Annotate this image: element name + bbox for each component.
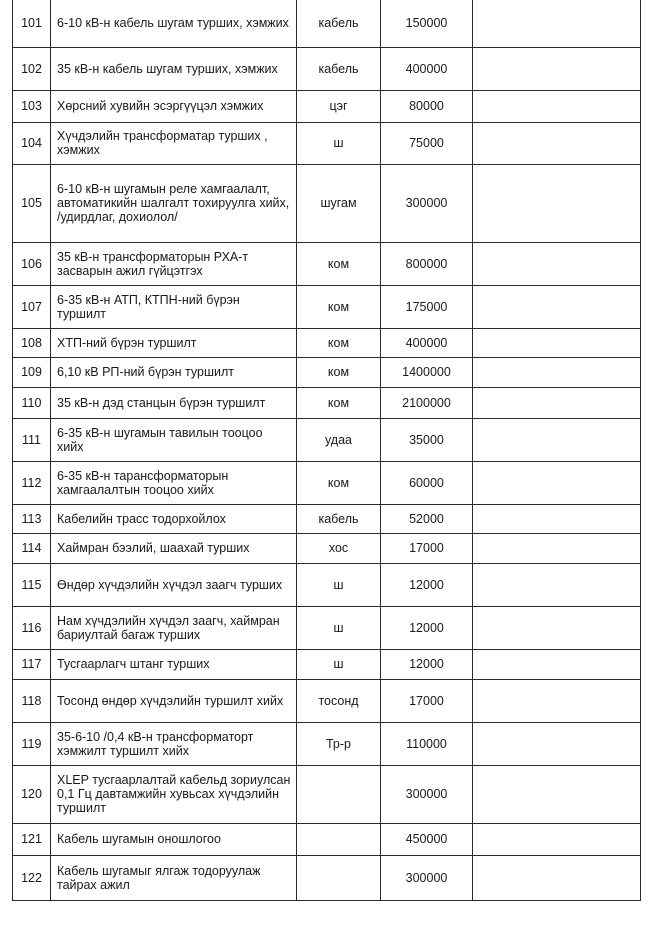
table-row	[13, 855, 641, 900]
empty-cell	[473, 164, 641, 242]
row-number-cell: 105	[13, 164, 51, 242]
table-row	[13, 765, 641, 823]
table-row	[13, 0, 641, 47]
unit-cell: ком	[297, 357, 381, 387]
row-number-cell: 120	[13, 765, 51, 823]
empty-cell	[473, 0, 641, 47]
empty-cell	[473, 533, 641, 563]
empty-cell	[473, 328, 641, 357]
unit-cell	[297, 823, 381, 855]
row-number-cell: 101	[13, 0, 51, 47]
row-number-cell: 110	[13, 387, 51, 418]
work-description-cell: 35 кВ-н трансформаторын РХА-т засварын ажил гүйцэтгэх	[51, 242, 297, 285]
table-row	[13, 418, 641, 461]
unit-cell: цэг	[297, 90, 381, 122]
work-description-cell: Кабель шугамыг ялгаж тодоруулаж тайрах ажил	[51, 855, 297, 900]
row-number-cell: 102	[13, 47, 51, 90]
row-number-cell: 104	[13, 122, 51, 164]
table-row	[13, 328, 641, 357]
work-description-cell: 6,10 кВ РП-ний бүрэн туршилт	[51, 357, 297, 387]
empty-cell	[473, 418, 641, 461]
work-description-cell: 6-35 кВ-н АТП, КТПН-ний бүрэн туршилт	[51, 285, 297, 328]
table-row	[13, 823, 641, 855]
table-row	[13, 357, 641, 387]
work-description-cell: Өндөр хүчдэлийн хүчдэл заагч турших	[51, 563, 297, 606]
price-cell: 12000	[381, 563, 473, 606]
unit-cell: ком	[297, 242, 381, 285]
empty-cell	[473, 285, 641, 328]
price-cell: 175000	[381, 285, 473, 328]
empty-cell	[473, 649, 641, 679]
table-row	[13, 563, 641, 606]
price-cell: 2100000	[381, 387, 473, 418]
price-cell: 450000	[381, 823, 473, 855]
unit-cell: кабель	[297, 47, 381, 90]
empty-cell	[473, 679, 641, 722]
work-description-cell: 6-10 кВ-н шугамын реле хамгаалалт, автоматикийн шалгалт тохируулга хийх, /удирдлаг, дохиолол/	[51, 164, 297, 242]
price-cell: 150000	[381, 0, 473, 47]
price-cell: 80000	[381, 90, 473, 122]
empty-cell	[473, 855, 641, 900]
row-number-cell: 108	[13, 328, 51, 357]
unit-cell: ком	[297, 461, 381, 504]
unit-cell: тосонд	[297, 679, 381, 722]
empty-cell	[473, 504, 641, 533]
price-cell: 1400000	[381, 357, 473, 387]
empty-cell	[473, 90, 641, 122]
table-row	[13, 533, 641, 563]
work-description-cell: 6-35 кВ-н таранcформаторын хамгаалалтын тооцоо хийх	[51, 461, 297, 504]
row-number-cell: 109	[13, 357, 51, 387]
empty-cell	[473, 122, 641, 164]
price-cell: 35000	[381, 418, 473, 461]
table-row	[13, 47, 641, 90]
unit-cell: ш	[297, 563, 381, 606]
work-description-cell: Тосонд өндөр хүчдэлийн туршилт хийх	[51, 679, 297, 722]
empty-cell	[473, 47, 641, 90]
row-number-cell: 106	[13, 242, 51, 285]
unit-cell: ком	[297, 328, 381, 357]
empty-cell	[473, 606, 641, 649]
work-description-cell: Кабелийн трасс тодорхойлох	[51, 504, 297, 533]
price-cell: 400000	[381, 328, 473, 357]
row-number-cell: 121	[13, 823, 51, 855]
row-number-cell: 113	[13, 504, 51, 533]
work-description-cell: Хүчдэлийн трансформатар турших , хэмжих	[51, 122, 297, 164]
table-row	[13, 504, 641, 533]
row-number-cell: 111	[13, 418, 51, 461]
price-table-container	[12, 0, 640, 901]
work-description-cell: Нам хүчдэлийн хүчдэл заагч, хаймран бариултай багаж турших	[51, 606, 297, 649]
price-cell: 300000	[381, 164, 473, 242]
work-description-cell: Хөрсний хувийн эсэргүүцэл хэмжих	[51, 90, 297, 122]
work-description-cell: 6-10 кВ-н кабель шугам турших, хэмжих	[51, 0, 297, 47]
price-cell: 17000	[381, 679, 473, 722]
row-number-cell: 107	[13, 285, 51, 328]
work-description-cell: 35 кВ-н кабель шугам турших, хэмжих	[51, 47, 297, 90]
table-row	[13, 606, 641, 649]
empty-cell	[473, 242, 641, 285]
unit-cell: хос	[297, 533, 381, 563]
empty-cell	[473, 823, 641, 855]
table-row	[13, 285, 641, 328]
work-description-cell: Хаймран бээлий, шаахай турших	[51, 533, 297, 563]
work-description-cell: 35 кВ-н дэд станцын бүрэн туршилт	[51, 387, 297, 418]
table-row	[13, 164, 641, 242]
row-number-cell: 122	[13, 855, 51, 900]
unit-cell: ш	[297, 606, 381, 649]
unit-cell: ш	[297, 649, 381, 679]
table-row	[13, 461, 641, 504]
price-cell: 300000	[381, 765, 473, 823]
table-row	[13, 649, 641, 679]
price-table	[12, 0, 641, 901]
row-number-cell: 114	[13, 533, 51, 563]
price-cell: 800000	[381, 242, 473, 285]
work-description-cell: 6-35 кВ-н шугамын тавилын тооцоо хийх	[51, 418, 297, 461]
row-number-cell: 117	[13, 649, 51, 679]
unit-cell: Тр-р	[297, 722, 381, 765]
unit-cell	[297, 855, 381, 900]
empty-cell	[473, 357, 641, 387]
work-description-cell: ХТП-ний бүрэн туршилт	[51, 328, 297, 357]
table-row	[13, 242, 641, 285]
work-description-cell: 35-6-10 /0,4 кВ-н трансформаторт хэмжилт туршилт хийх	[51, 722, 297, 765]
work-description-cell: XLEP тусгаарлалтай кабельд зориулсан 0,1 Гц давтамжийн хувьсах хүчдэлийн туршилт	[51, 765, 297, 823]
empty-cell	[473, 387, 641, 418]
price-cell: 75000	[381, 122, 473, 164]
unit-cell: ш	[297, 122, 381, 164]
price-table-body	[13, 0, 641, 900]
unit-cell: кабель	[297, 504, 381, 533]
unit-cell	[297, 765, 381, 823]
work-description-cell: Тусгаарлагч штанг турших	[51, 649, 297, 679]
table-row	[13, 122, 641, 164]
unit-cell: ком	[297, 285, 381, 328]
empty-cell	[473, 765, 641, 823]
empty-cell	[473, 563, 641, 606]
price-cell: 17000	[381, 533, 473, 563]
price-cell: 52000	[381, 504, 473, 533]
row-number-cell: 112	[13, 461, 51, 504]
price-cell: 300000	[381, 855, 473, 900]
table-row	[13, 387, 641, 418]
work-description-cell: Кабель шугамын оношлогоо	[51, 823, 297, 855]
table-row	[13, 722, 641, 765]
price-cell: 60000	[381, 461, 473, 504]
unit-cell: удаа	[297, 418, 381, 461]
row-number-cell: 119	[13, 722, 51, 765]
price-cell: 110000	[381, 722, 473, 765]
empty-cell	[473, 461, 641, 504]
unit-cell: ком	[297, 387, 381, 418]
price-cell: 12000	[381, 606, 473, 649]
price-cell: 400000	[381, 47, 473, 90]
price-cell: 12000	[381, 649, 473, 679]
row-number-cell: 116	[13, 606, 51, 649]
row-number-cell: 118	[13, 679, 51, 722]
row-number-cell: 115	[13, 563, 51, 606]
unit-cell: кабель	[297, 0, 381, 47]
table-row	[13, 90, 641, 122]
table-row	[13, 679, 641, 722]
unit-cell: шугам	[297, 164, 381, 242]
row-number-cell: 103	[13, 90, 51, 122]
empty-cell	[473, 722, 641, 765]
